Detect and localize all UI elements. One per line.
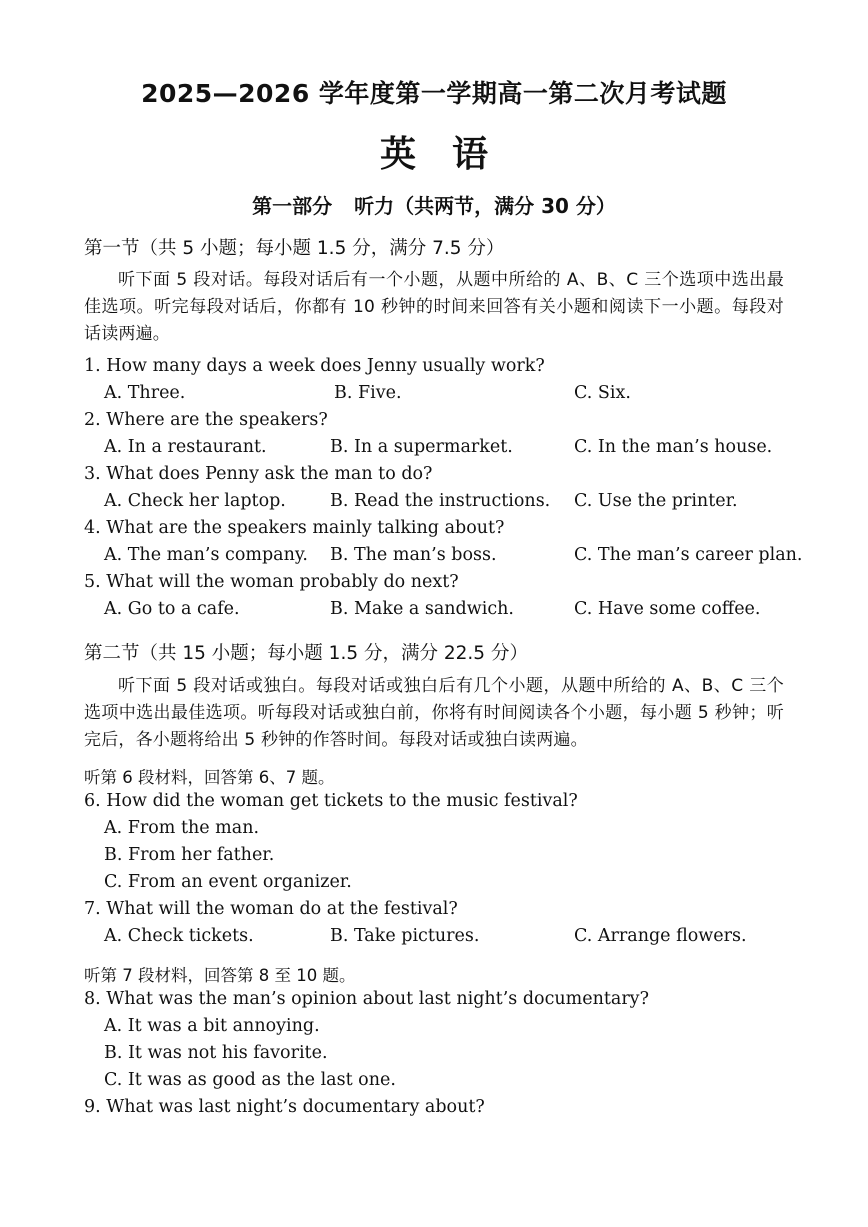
question-1-option-b: B. Five. (334, 383, 402, 403)
question-9-stem: 9. What was last night’s documentary about? (84, 1097, 485, 1117)
section-2-instructions: 听下面 5 段对话或独白。每段对话或独白后有几个小题，从题中所给的 A、B、C 三个选项中选出最佳选项。听每段对话或独白前，你将有时间阅读各个小题，每小题 5 秒钟；听完后，各小题将给出 5 秒钟的作答时间。每段对话或独白读两遍。 (84, 676, 784, 750)
part-one-heading: 听力（共两节，满分 30 分） (354, 194, 616, 218)
question-5-option-a: A. Go to a cafe. (104, 599, 240, 619)
section-1-heading: 第一节（共 5 小题；每小题 1.5 分，满分 7.5 分） (84, 238, 505, 259)
question-6-option-c: C. From an event organizer. (104, 872, 352, 892)
question-2-stem: 2. Where are the speakers? (84, 410, 328, 430)
question-8-option-a: A. It was a bit annoying. (104, 1016, 320, 1036)
material-7-note: 听第 7 段材料，回答第 8 至 10 题。 (84, 966, 356, 985)
question-8-stem: 8. What was the man’s opinion about last night’s documentary? (84, 989, 649, 1009)
part-one-label: 第一部分 (252, 194, 333, 218)
question-6-option-a: A. From the man. (104, 818, 260, 838)
section-2-heading: 第二节（共 15 小题；每小题 1.5 分，满分 22.5 分） (84, 643, 528, 664)
question-4-option-a: A. The man’s company. (104, 545, 308, 565)
question-6-option-b: B. From her father. (104, 845, 275, 865)
subject-title: 英语 (379, 134, 524, 175)
question-1-option-a: A. Three. (104, 383, 186, 403)
question-3-option-a: A. Check her laptop. (104, 491, 286, 511)
question-2-option-b: B. In a supermarket. (330, 437, 513, 457)
question-4-stem: 4. What are the speakers mainly talking about? (84, 518, 505, 538)
question-3-option-b: B. Read the instructions. (330, 491, 551, 511)
question-1-stem: 1. How many days a week does Jenny usually work? (84, 356, 545, 376)
question-4-option-b: B. The man’s boss. (330, 545, 497, 565)
part-one-title (0, 190, 868, 219)
question-8-option-b: B. It was not his favorite. (104, 1043, 328, 1063)
question-6-stem: 6. How did the woman get tickets to the music festival? (84, 791, 578, 811)
question-7-option-a: A. Check tickets. (104, 926, 254, 946)
question-7-option-b: B. Take pictures. (330, 926, 480, 946)
question-7-option-c: C. Arrange flowers. (574, 926, 747, 946)
question-3-option-c: C. Use the printer. (574, 491, 738, 511)
question-2-option-a: A. In a restaurant. (104, 437, 267, 457)
question-7-stem: 7. What will the woman do at the festival? (84, 899, 458, 919)
question-3-stem: 3. What does Penny ask the man to do? (84, 464, 433, 484)
exam-title: 2025—2026 学年度第一学期高一第二次月考试题 (141, 79, 727, 108)
question-5-stem: 5. What will the woman probably do next? (84, 572, 459, 592)
material-6-note: 听第 6 段材料，回答第 6、7 题。 (84, 768, 335, 787)
question-1-option-c: C. Six. (574, 383, 631, 403)
question-4-option-c: C. The man’s career plan. (574, 545, 803, 565)
section-1-instructions: 听下面 5 段对话。每段对话后有一个小题，从题中所给的 A、B、C 三个选项中选出最佳选项。听完每段对话后，你都有 10 秒钟的时间来回答有关小题和阅读下一小题。每段对话读两遍。 (84, 270, 784, 344)
question-2-option-c: C. In the man’s house. (574, 437, 773, 457)
question-5-option-b: B. Make a sandwich. (330, 599, 514, 619)
question-8-option-c: C. It was as good as the last one. (104, 1070, 396, 1090)
question-5-option-c: C. Have some coffee. (574, 599, 761, 619)
